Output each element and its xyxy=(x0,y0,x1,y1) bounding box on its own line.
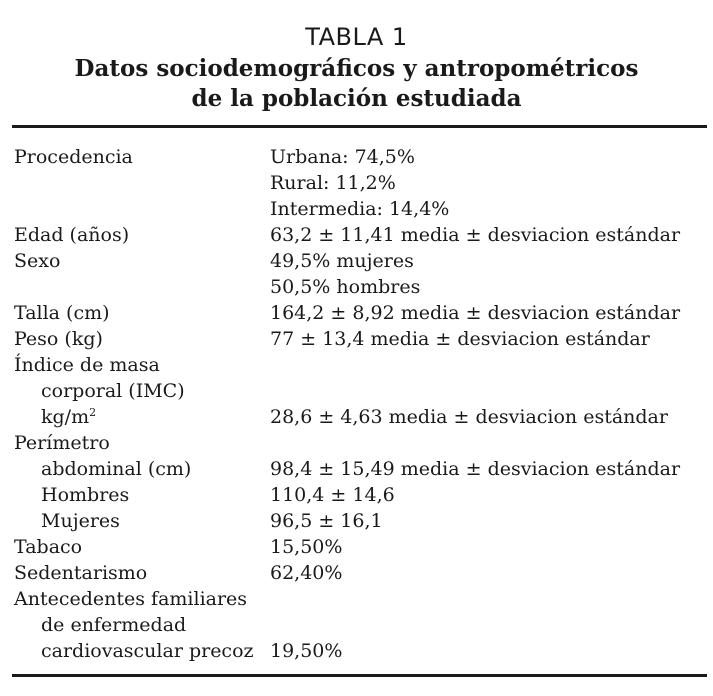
table-row xyxy=(14,378,706,404)
label-antecedentes-1: Antecedentes familiares xyxy=(14,588,248,610)
table-row xyxy=(14,612,706,638)
label-imc-unit: kg/m xyxy=(41,406,90,428)
label-edad: Edad (años) xyxy=(14,224,130,246)
table-number-label: TABLA 1 xyxy=(305,23,408,51)
value-perimetro: 98,4 ± 15,49 media ± desviacion estándar xyxy=(270,458,681,480)
value-intermedia: Intermedia: 14,4% xyxy=(270,198,450,220)
label-sedentarismo: Sedentarismo xyxy=(14,562,148,584)
label-imc-1: Índice de masa xyxy=(14,354,160,376)
table-row xyxy=(14,482,706,508)
value-imc: 28,6 ± 4,63 media ± desviacion estándar xyxy=(270,406,668,428)
value-antecedentes: 19,50% xyxy=(270,640,343,662)
label-talla: Talla (cm) xyxy=(14,302,110,324)
table-row xyxy=(14,586,706,612)
table-row xyxy=(14,508,706,534)
label-perimetro-1: Perímetro xyxy=(14,432,110,454)
label-imc-3 xyxy=(41,404,96,430)
table-row xyxy=(14,560,706,586)
bottom-rule xyxy=(12,674,707,677)
table-row xyxy=(14,300,706,326)
table-row xyxy=(14,534,706,560)
label-antecedentes-3: cardiovascular precoz xyxy=(41,640,254,662)
table-row xyxy=(14,638,706,664)
value-talla: 164,2 ± 8,92 media ± desviacion estándar xyxy=(270,302,681,324)
value-urbana: Urbana: 74,5% xyxy=(270,146,415,168)
top-rule xyxy=(12,125,707,128)
value-edad: 63,2 ± 11,41 media ± desviacion estándar xyxy=(270,224,681,246)
label-imc-2: corporal (IMC) xyxy=(41,380,185,402)
label-procedencia: Procedencia xyxy=(14,146,133,168)
table-row xyxy=(14,222,706,248)
label-tabaco: Tabaco xyxy=(14,536,83,558)
table-row xyxy=(14,144,706,170)
table-title-line-1: Datos sociodemográficos y antropométricos xyxy=(74,55,639,82)
table-row xyxy=(14,326,706,352)
table-title-line-2: de la población estudiada xyxy=(191,85,522,112)
table-row xyxy=(14,196,706,222)
value-perimetro-mujeres: 96,5 ± 16,1 xyxy=(270,510,383,532)
label-perimetro-mujeres: Mujeres xyxy=(41,510,120,532)
label-imc-unit-exponent: 2 xyxy=(89,406,97,419)
value-rural: Rural: 11,2% xyxy=(270,172,396,194)
value-peso: 77 ± 13,4 media ± desviacion estándar xyxy=(270,328,650,350)
table-row xyxy=(14,352,706,378)
value-sedentarismo: 62,40% xyxy=(270,562,343,584)
value-tabaco: 15,50% xyxy=(270,536,343,558)
value-mujeres-pct: 49,5% mujeres xyxy=(270,250,414,272)
label-perimetro-hombres: Hombres xyxy=(41,484,130,506)
table-row xyxy=(14,430,706,456)
label-sexo: Sexo xyxy=(14,250,61,272)
table-row xyxy=(14,456,706,482)
table-row xyxy=(14,170,706,196)
table-title xyxy=(0,54,713,114)
label-perimetro-2: abdominal (cm) xyxy=(41,458,192,480)
value-perimetro-hombres: 110,4 ± 14,6 xyxy=(270,484,395,506)
table-row xyxy=(14,274,706,300)
value-hombres-pct: 50,5% hombres xyxy=(270,276,421,298)
data-table xyxy=(14,144,706,664)
label-antecedentes-2: de enfermedad xyxy=(41,614,187,636)
table-row xyxy=(14,404,706,430)
table-row xyxy=(14,248,706,274)
label-peso: Peso (kg) xyxy=(14,328,103,350)
